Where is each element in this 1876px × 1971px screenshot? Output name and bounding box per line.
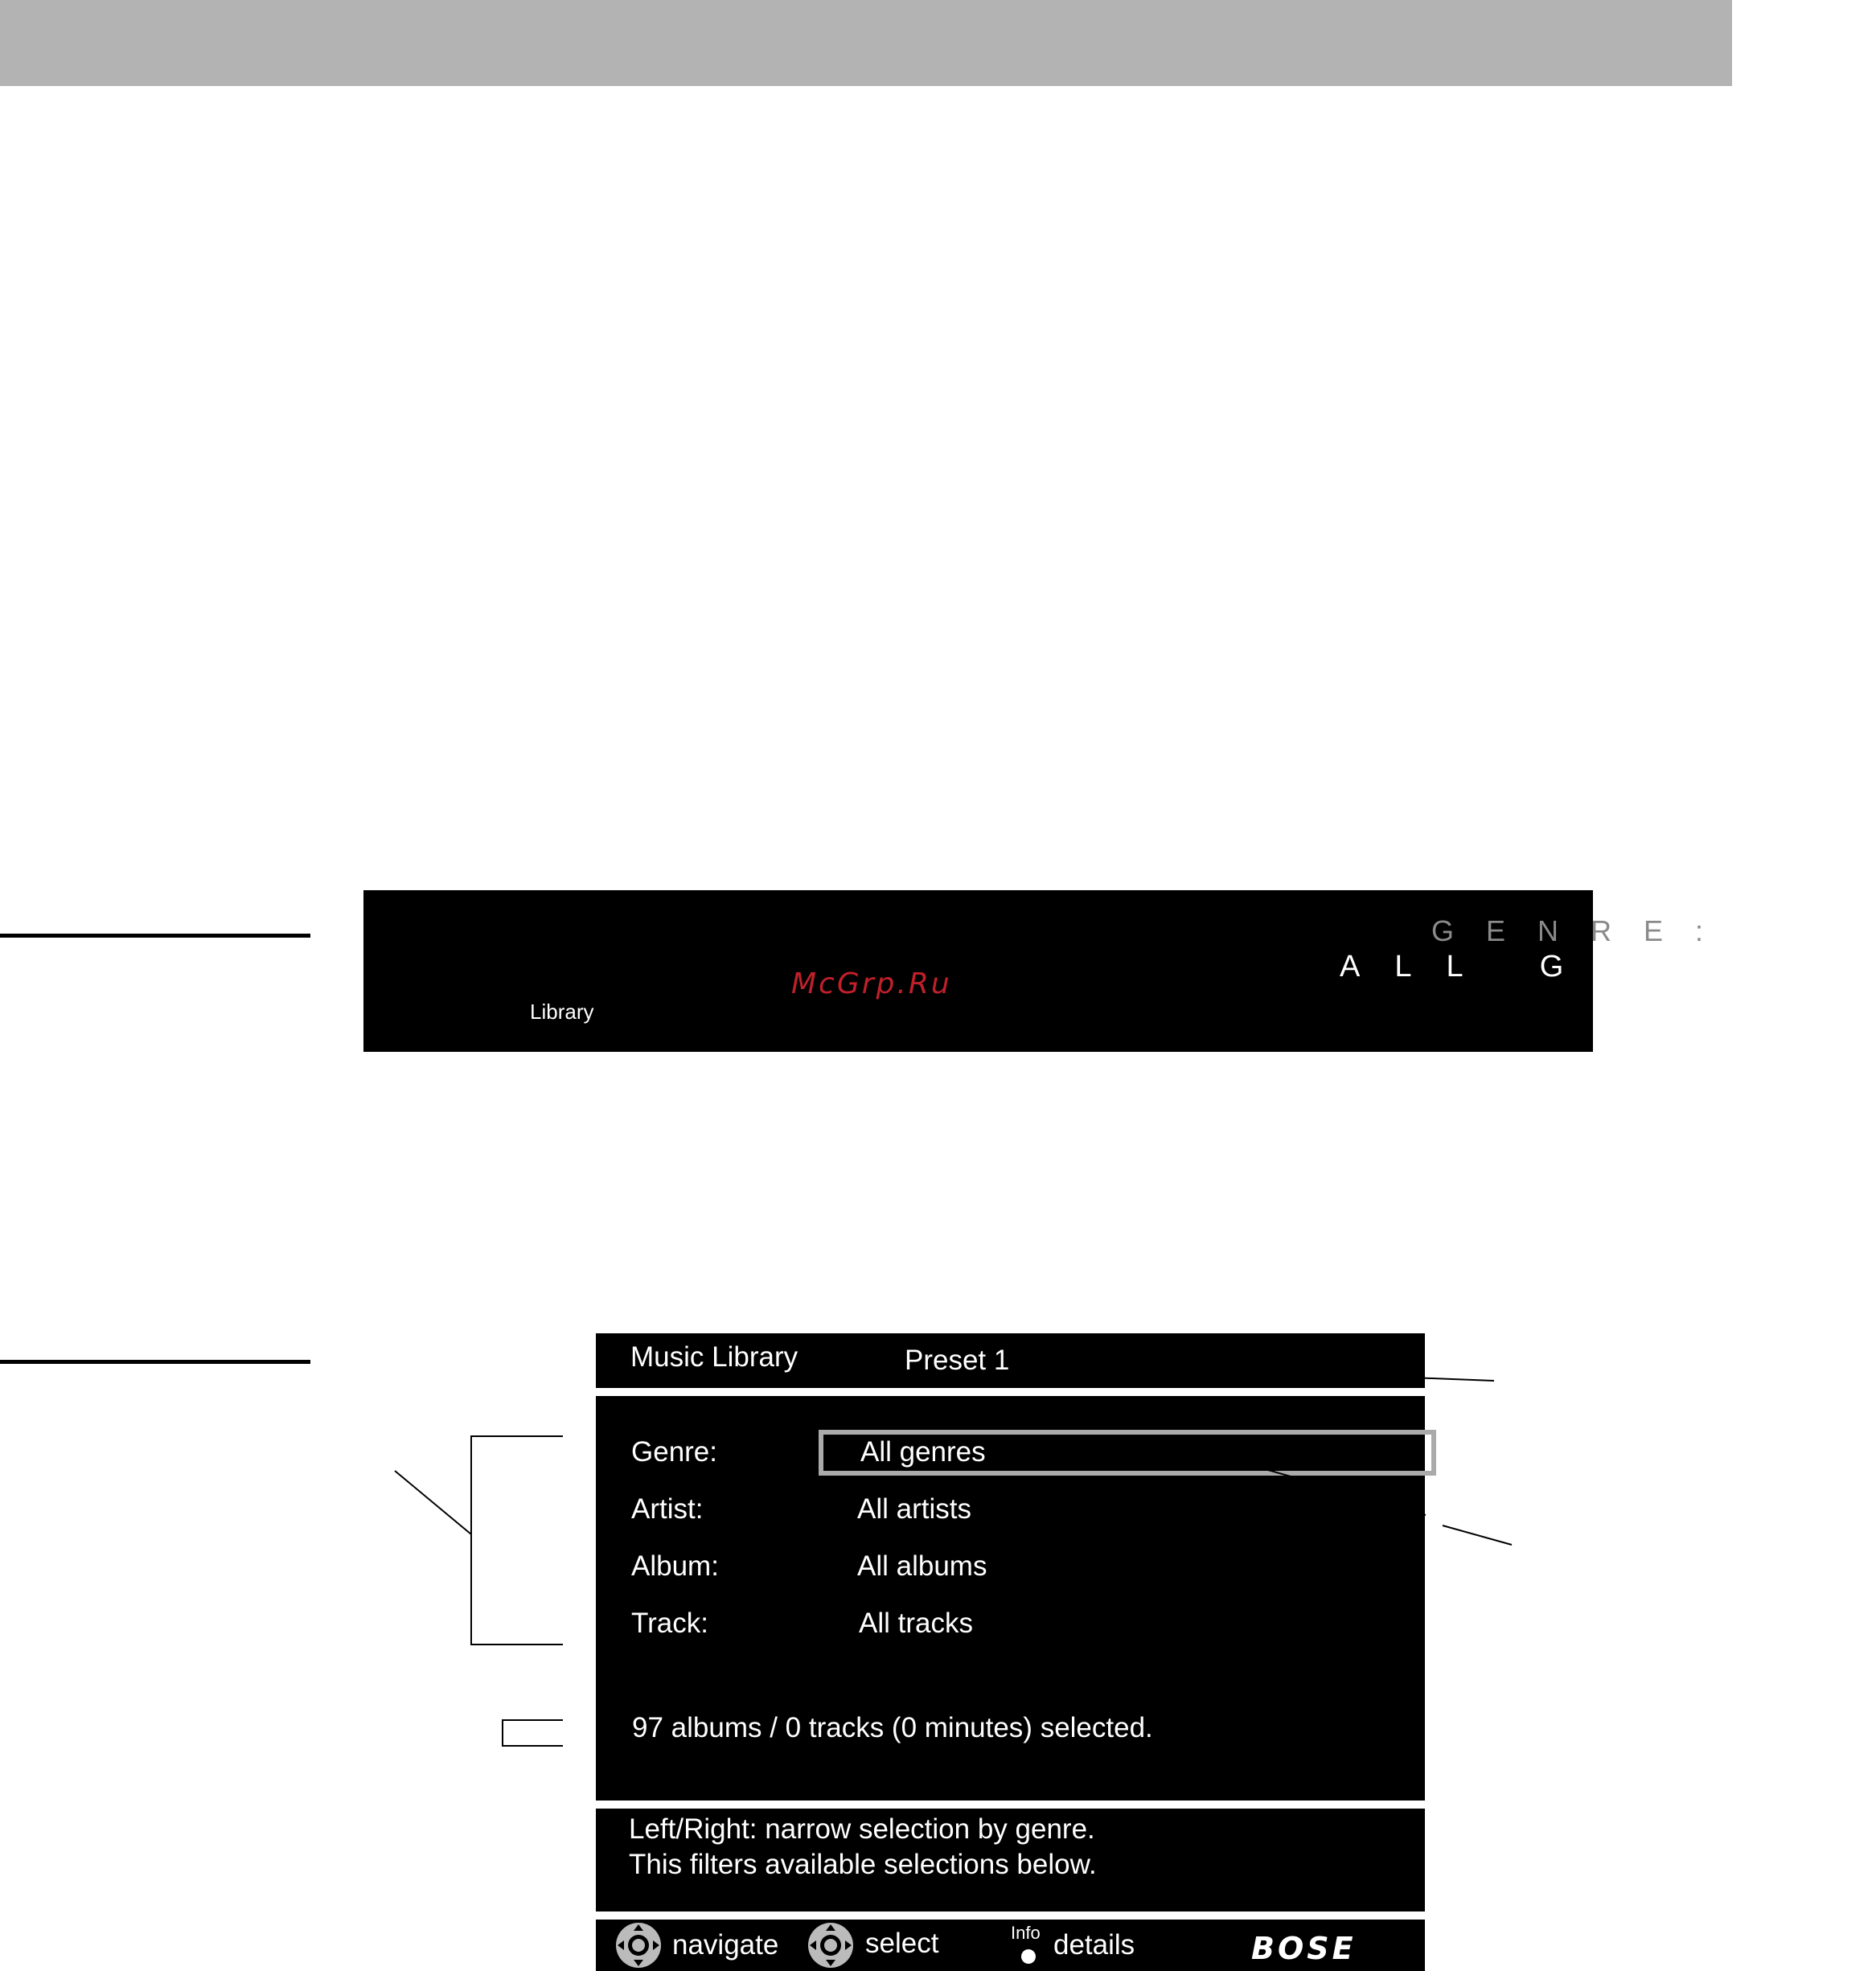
navigate-hint: navigate bbox=[672, 1929, 779, 1961]
details-hint: details bbox=[1053, 1929, 1135, 1961]
genre-value[interactable]: All genres bbox=[860, 1436, 986, 1468]
genre-label: Genre: bbox=[631, 1436, 717, 1468]
bose-logo: BOSE bbox=[1251, 1931, 1357, 1966]
preset-label: Preset 1 bbox=[905, 1345, 1010, 1376]
display-line-1: GENRE: bbox=[1431, 914, 1736, 947]
selection-summary: 97 albums / 0 tracks (0 minutes) selected. bbox=[632, 1712, 1153, 1743]
help-line-1: Left/Right: narrow selection by genre. bbox=[629, 1813, 1095, 1845]
album-value[interactable]: All albums bbox=[857, 1550, 987, 1582]
info-button-label: Info bbox=[1011, 1923, 1041, 1943]
album-label: Album: bbox=[631, 1550, 719, 1582]
track-label: Track: bbox=[631, 1608, 708, 1639]
display-line-2: ALL GENRES bbox=[1340, 950, 1876, 983]
artist-label: Artist: bbox=[631, 1493, 704, 1525]
menu-title: Music Library bbox=[630, 1341, 798, 1373]
select-hint: select bbox=[865, 1928, 939, 1959]
track-value[interactable]: All tracks bbox=[859, 1608, 973, 1639]
watermark: McGrp.Ru bbox=[791, 967, 952, 1000]
display-source: Library bbox=[530, 1000, 594, 1024]
help-line-2: This filters available selections below. bbox=[629, 1849, 1097, 1880]
artist-value[interactable]: All artists bbox=[857, 1493, 971, 1525]
